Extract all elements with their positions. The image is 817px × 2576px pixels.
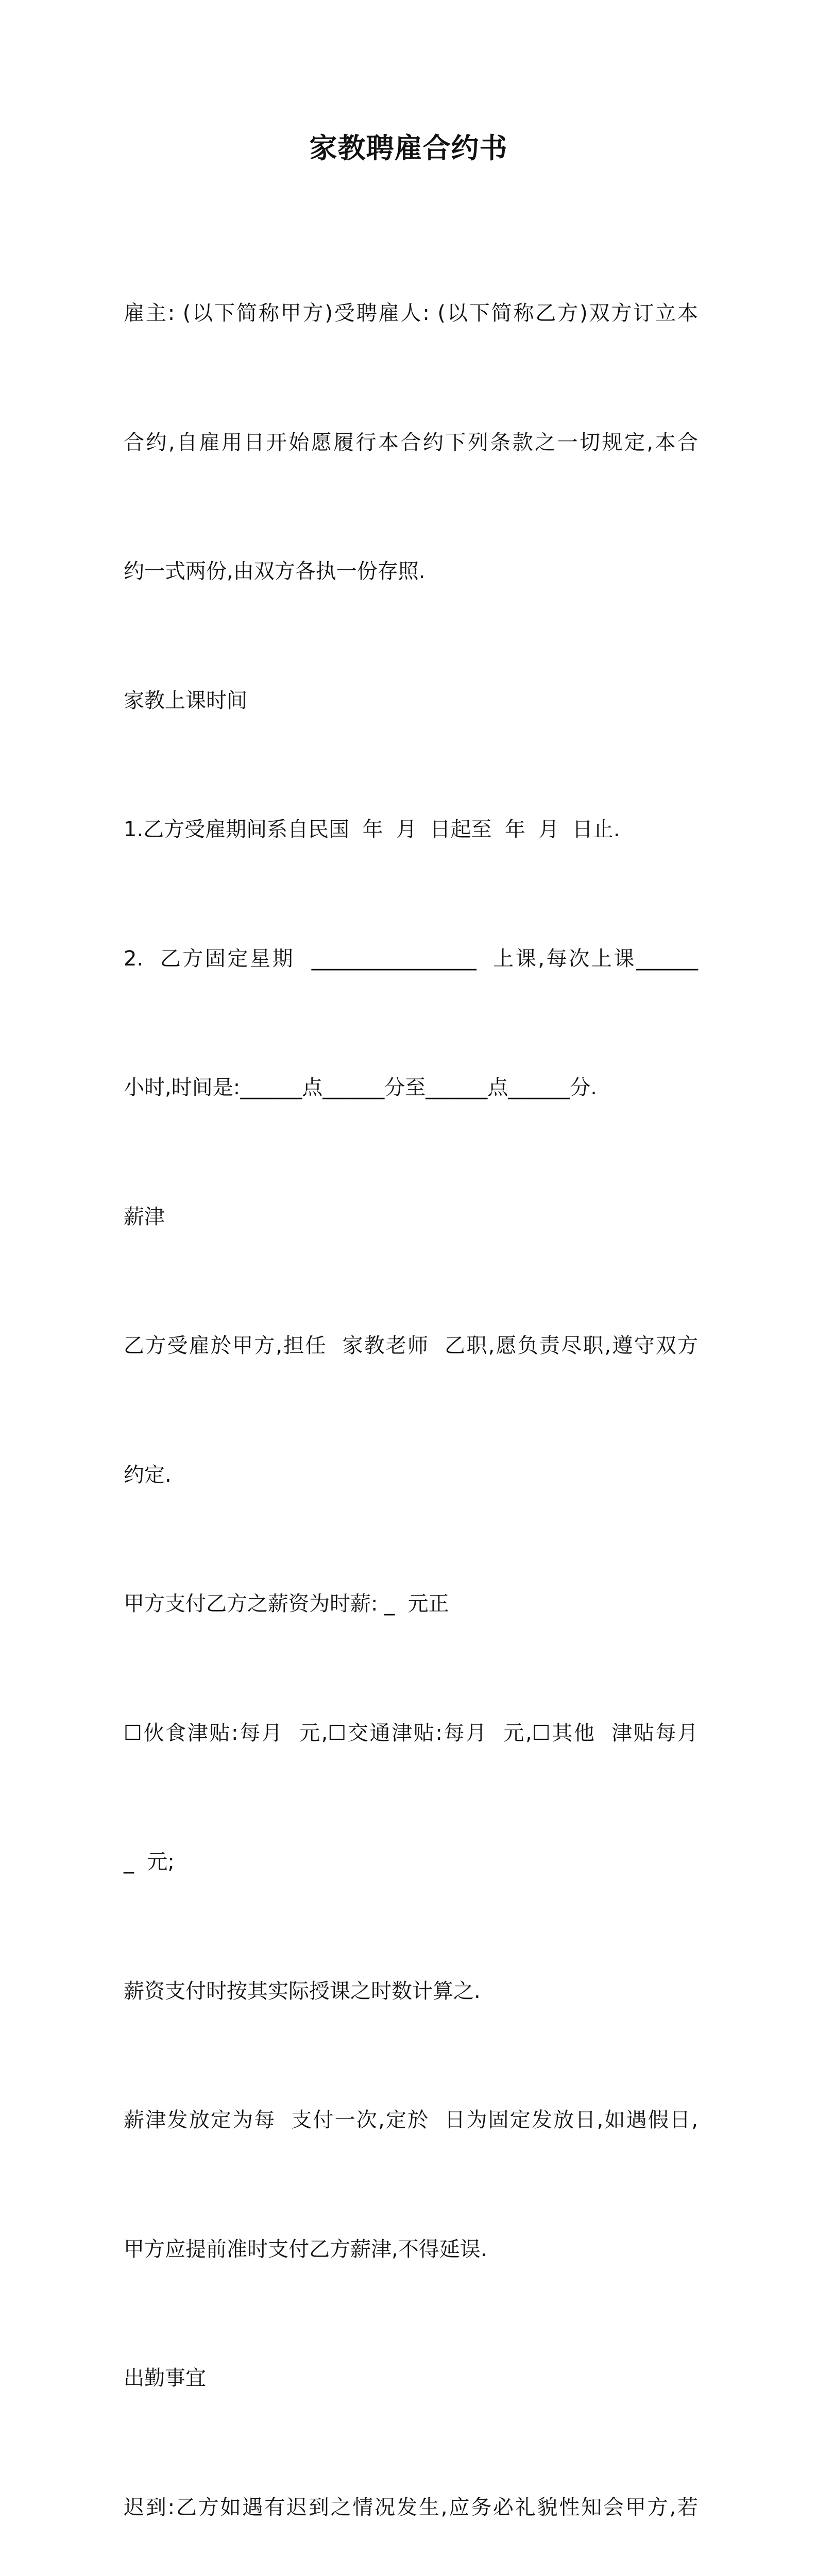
paragraph-line: 约定.: [124, 1463, 172, 1487]
document-body: [124, 206, 698, 2576]
paragraph-line: 1.乙方受雇期间系自民国 年 月 日起至 年 月 日止.: [124, 818, 620, 841]
paragraph-line: 迟到:乙方如遇有迟到之情况发生,应务必礼貌性知会甲方,若: [124, 2495, 698, 2519]
paragraph-line: 2. 乙方固定星期 ________________ 上课,每次上课______: [124, 946, 698, 971]
paragraph-line: 薪津发放定为每 支付一次,定於 日为固定发放日,如遇假日,: [124, 2108, 698, 2132]
section-heading-attendance: 出勤事宜: [124, 2366, 206, 2390]
allowance-line: ☐伙食津贴:每月 元,☐交通津贴:每月 元,☐其他 津贴每月: [124, 1721, 698, 1745]
paragraph-line: 乙方受雇於甲方,担任 家教老师 乙职,愿负责尽职,遵守双方: [124, 1334, 698, 1358]
paragraph-line: 合约,自雇用日开始愿履行本合约下列条款之一切规定,本合: [124, 430, 698, 454]
paragraph-line: 小时,时间是:______点______分至______点______分.: [124, 1076, 597, 1099]
paragraph-line: 雇主: (以下简称甲方)受聘雇人: (以下简称乙方)双方订立本: [124, 301, 698, 325]
section-heading-class-time: 家教上课时间: [124, 688, 247, 713]
paragraph-line: _ 元;: [124, 1850, 175, 1874]
paragraph-line: 甲方支付乙方之薪资为时薪: _ 元正: [124, 1592, 449, 1616]
paragraph-line: 约一式两份,由双方各执一份存照.: [124, 560, 425, 583]
document-title: 家教聘雇合约书: [309, 132, 508, 164]
paragraph-line: 甲方应提前准时支付乙方薪津,不得延误.: [124, 2237, 487, 2261]
paragraph-line: 薪资支付时按其实际授课之时数计算之.: [124, 1979, 481, 2003]
section-heading-salary: 薪津: [124, 1205, 165, 1229]
